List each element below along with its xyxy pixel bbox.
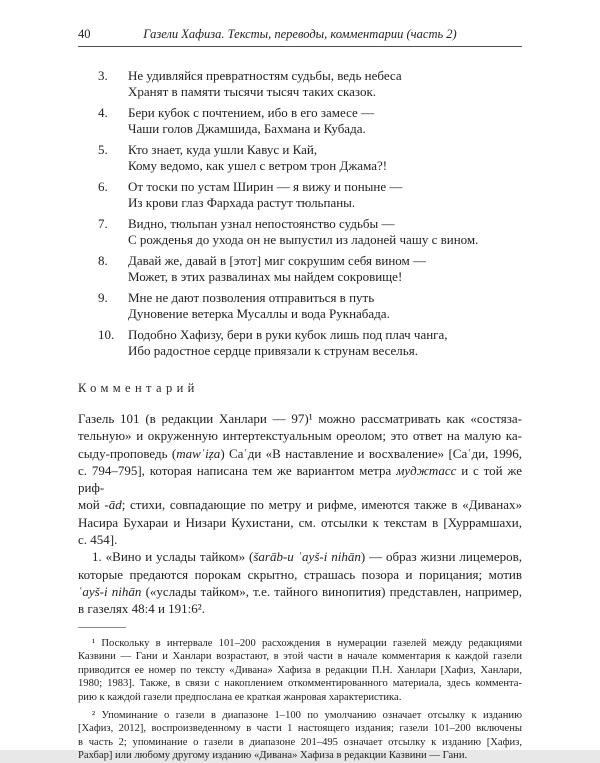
verse-number: 9. <box>98 290 108 305</box>
footnote-line: [Хафиз, 2012], воспроизведенному в части 1 настоящего издания; газели 101–200 включены <box>78 723 522 735</box>
text-segment: с. 454]. <box>78 532 118 548</box>
verse-line: Из крови глаз Фархада растут тюльпаны. <box>128 194 356 210</box>
commentary-body <box>78 410 522 618</box>
verse-item <box>78 327 522 358</box>
verse-number: 5. <box>98 142 108 157</box>
text-segment: 1. «Вино и услады тайком» ( <box>92 549 254 565</box>
text-segment: ; стихи, совпадающие по метру и рифме, имеются также в «Диванах» <box>121 497 522 513</box>
text-segment: тельную» и окруженную интертекстуальным ореолом; это ответ на малую ка- <box>78 428 522 444</box>
text-segment: сыду-проповедь ( <box>78 445 177 461</box>
verse-line: Подобно Хафизу, бери в руки кубок лишь под плач чанга, <box>128 327 448 342</box>
verse-line: Кому ведомо, как ушел с ветром трон Джама?! <box>128 157 388 173</box>
text-segment: Газель 101 (в редакции Ханлари — 97)¹ можно рассматривать как «состяза- <box>78 411 522 426</box>
verse-line: Не удивляйся превратностям судьбы, ведь небеса <box>128 68 402 83</box>
text-line <box>78 410 522 427</box>
verse-item <box>78 179 522 210</box>
footnote-line: Казвини — Гани и Ханлари возрастают, в этой части в начале комментария к каждой газели <box>78 651 522 663</box>
text-segment: и с той же риф- <box>78 462 522 496</box>
footnote-separator <box>78 627 126 628</box>
text-line <box>78 514 522 531</box>
verse-line: С рожденья до ухода он не выпустил из ладоней чашу с вином. <box>128 231 479 247</box>
text-segment: с. 794–795], которая написана тем же вариантом метра <box>78 462 397 478</box>
text-segment: которые предаются порокам скрытно, страшась позора и порицания; мотив <box>78 566 522 582</box>
verse-lines <box>124 68 522 99</box>
verse-line: Чаши голов Джамшида, Бахмана и Кубада. <box>128 120 366 136</box>
footnote-line: ² Упоминание о газели в диапазоне 1–100 по умолчанию означает отсылку к изданию <box>92 709 522 721</box>
footnote-item <box>78 709 522 763</box>
transliteration-italic: муджтасс <box>396 462 457 478</box>
commentary-paragraph <box>78 548 522 617</box>
text-line <box>78 427 522 444</box>
verse-line: Бери кубок с почтением, ибо в его замесе — <box>128 105 375 120</box>
text-line <box>78 445 522 462</box>
verse-item <box>78 105 522 136</box>
transliteration-italic: šarāb-u ʿayš-i nihān <box>253 549 361 565</box>
page-header <box>78 27 522 47</box>
verse-lines <box>124 179 522 210</box>
text-segment: Насира Бухараи и Низари Кухистани, см. отсылки к текстам в [Хуррамшахи, <box>78 514 522 530</box>
text-segment: в газелях 48:4 и 191:6². <box>78 601 205 617</box>
verse-number: 10. <box>98 327 115 342</box>
footnote-line: 1980; 1983]. Также, в связи с накоплением откомментированного материала, здесь коммента- <box>78 678 522 690</box>
commentary-paragraph <box>78 410 522 548</box>
verse-item <box>78 68 522 99</box>
verse-lines <box>124 327 522 358</box>
text-line <box>78 462 522 497</box>
footnote-list <box>78 637 522 763</box>
text-line <box>78 548 522 565</box>
footnote-line: Рахбар] или любому другому изданию «Дивана» Хафиза в редакции Казвини — Гани. <box>78 750 468 762</box>
footnote-line: в часть 2; упоминание о газели в диапазоне 201–495 означает отсылку к изданию [Хафиз, <box>78 736 522 748</box>
verse-line: Хранят в памяти тысячи тысяч таких сказок. <box>128 83 377 99</box>
verse-line: Мне не дают позволения отправиться в путь <box>128 290 375 305</box>
verse-lines <box>124 253 522 284</box>
verse-item <box>78 216 522 247</box>
footnote-line: ¹ Поскольку в интервале 101–200 расхождения в нумерации газелей между редакциями <box>92 637 522 649</box>
text-line <box>78 566 522 583</box>
verse-line: Ибо радостное сердце привязали к струнам веселья. <box>128 342 418 358</box>
footnote-item <box>78 637 522 705</box>
page-number: 40 <box>78 27 91 41</box>
verse-number: 7. <box>98 216 108 231</box>
commentary-heading: Комментарий <box>78 381 199 395</box>
verse-lines <box>124 290 522 321</box>
verse-number: 4. <box>98 105 108 120</box>
verse-item <box>78 142 522 173</box>
verse-lines <box>124 216 522 247</box>
verse-number: 6. <box>98 179 108 194</box>
running-title: Газели Хафиза. Тексты, переводы, комментарии (часть 2) <box>143 27 457 41</box>
text-segment: ) Саʿди «В наставление и восхваление» [Саʿди, 1996, <box>220 445 522 461</box>
verse-line: Может, в этих развалинах мы найдем сокровище! <box>128 268 403 284</box>
verse-lines <box>124 142 522 173</box>
verse-line: Видно, тюльпан узнал непостоянство судьбы — <box>128 216 395 231</box>
text-segment: мой <box>78 497 105 513</box>
verse-lines <box>124 105 522 136</box>
verse-line: Давай же, давай в [этот] миг сокрушим себя вином — <box>128 253 427 268</box>
verse-number: 8. <box>98 253 108 268</box>
transliteration-italic: mawʿiẓa <box>176 445 221 461</box>
footnote-line: приводится ее номер по тексту «Дивана» Хафиза в редакции П.Н. Ханлари [Хафиз, Ханлари, <box>78 664 522 676</box>
verse-item <box>78 253 522 284</box>
verse-number: 3. <box>98 68 108 83</box>
footnote-line: рию к каждой газели предпослана ее краткая жанровая характеристика. <box>78 691 402 703</box>
text-line <box>78 531 522 548</box>
text-segment: ) — образ жизни лицемеров, <box>360 549 522 565</box>
transliteration-italic: -ād <box>104 497 122 513</box>
text-line <box>78 583 522 600</box>
verse-item <box>78 290 522 321</box>
verse-line: От тоски по устам Ширин — я вижу и поныне — <box>128 179 403 194</box>
text-line <box>78 600 522 617</box>
text-segment: («услады тайком», т.е. тайного винопития) представлен, например, <box>141 583 522 599</box>
verse-line: Кто знает, куда ушли Кавус и Кай, <box>128 142 318 157</box>
verse-list <box>78 68 522 358</box>
verse-line: Дуновение ветерка Мусаллы и вода Рукнабада. <box>128 305 390 321</box>
transliteration-italic: ʿayš-i nihān <box>78 583 142 599</box>
text-line <box>78 496 522 513</box>
